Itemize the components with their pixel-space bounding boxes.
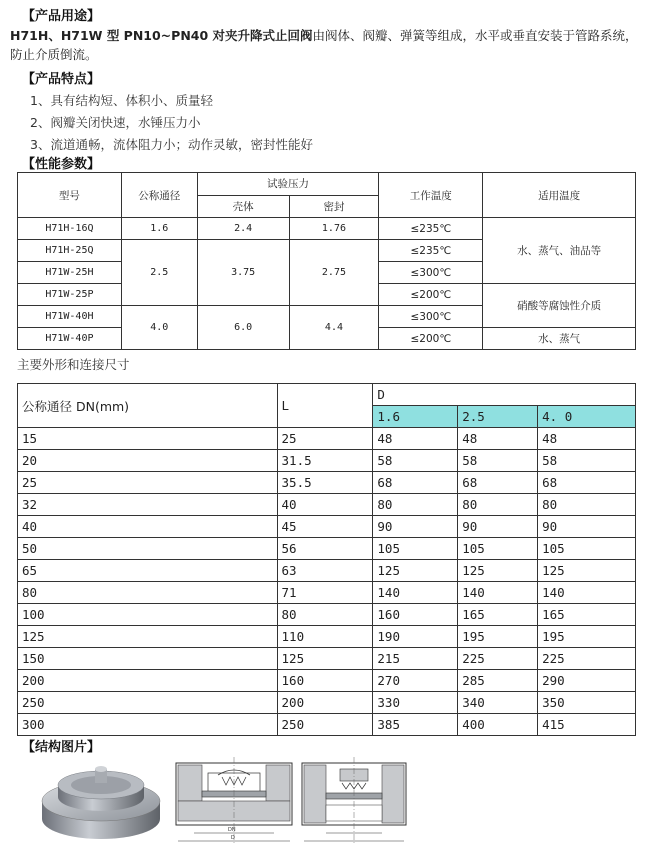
d-40-cell: 90 xyxy=(538,516,636,538)
d-16-cell: 68 xyxy=(373,472,458,494)
dimension-row xyxy=(18,714,636,736)
temp-cell: ≤200℃ xyxy=(379,284,483,306)
d-25-cell: 285 xyxy=(458,670,538,692)
l-cell: 80 xyxy=(277,604,373,626)
l-cell: 45 xyxy=(277,516,373,538)
d-40-cell: 165 xyxy=(538,604,636,626)
header-d: D xyxy=(373,384,636,406)
dimension-row xyxy=(18,428,636,450)
dimension-row xyxy=(18,648,636,670)
dimension-row xyxy=(18,538,636,560)
d-25-cell: 225 xyxy=(458,648,538,670)
d-25-cell: 90 xyxy=(458,516,538,538)
d-25-cell: 68 xyxy=(458,472,538,494)
section-drawing-h71h xyxy=(174,755,294,847)
dn-cell: 80 xyxy=(18,582,278,604)
d-40-cell: 290 xyxy=(538,670,636,692)
dimension-row xyxy=(18,494,636,516)
dn-cell: 125 xyxy=(18,626,278,648)
dimension-row xyxy=(18,626,636,648)
d-40-cell: 80 xyxy=(538,494,636,516)
header-model: 型号 xyxy=(18,173,122,218)
d-16-cell: 90 xyxy=(373,516,458,538)
usage-paragraph xyxy=(10,26,642,64)
l-cell: 160 xyxy=(277,670,373,692)
shell-cell: 6.0 xyxy=(197,306,289,350)
section-drawing-h71w xyxy=(300,757,408,847)
d-40-cell: 58 xyxy=(538,450,636,472)
header-media: 适用温度 xyxy=(483,173,636,218)
performance-table xyxy=(17,172,636,350)
seal-cell: 4.4 xyxy=(289,306,379,350)
d-25-cell: 105 xyxy=(458,538,538,560)
d-16-cell: 190 xyxy=(373,626,458,648)
temp-cell: ≤200℃ xyxy=(379,328,483,350)
media-cell: 硝酸等腐蚀性介质 xyxy=(483,284,636,328)
dn-cell: 32 xyxy=(18,494,278,516)
d-16-cell: 48 xyxy=(373,428,458,450)
dn-cell: 25 xyxy=(18,472,278,494)
l-cell: 110 xyxy=(277,626,373,648)
d-25-cell: 140 xyxy=(458,582,538,604)
pn-cell: 1.6 xyxy=(121,218,197,240)
l-cell: 63 xyxy=(277,560,373,582)
d-16-cell: 385 xyxy=(373,714,458,736)
model-cell: H71W-40P xyxy=(18,328,122,350)
d-16-cell: 105 xyxy=(373,538,458,560)
l-cell: 35.5 xyxy=(277,472,373,494)
l-cell: 71 xyxy=(277,582,373,604)
d-40-cell: 225 xyxy=(538,648,636,670)
temp-cell: ≤235℃ xyxy=(379,218,483,240)
d-40-cell: 48 xyxy=(538,428,636,450)
l-cell: 250 xyxy=(277,714,373,736)
d-25-cell: 48 xyxy=(458,428,538,450)
seal-cell: 1.76 xyxy=(289,218,379,240)
dn-cell: 65 xyxy=(18,560,278,582)
valve-photo xyxy=(38,757,164,843)
feature-item: 3、流道通畅，流体阻力小；动作灵敏，密封性能好 xyxy=(30,137,313,152)
pn-cell: 4.0 xyxy=(121,306,197,350)
d-25-cell: 58 xyxy=(458,450,538,472)
temp-cell: ≤235℃ xyxy=(379,240,483,262)
feature-item: 1、具有结构短、体积小、质量轻 xyxy=(30,93,213,108)
dn-cell: 20 xyxy=(18,450,278,472)
header-shell: 壳体 xyxy=(197,195,289,218)
section-title-features: 【产品特点】 xyxy=(22,72,101,87)
header-test-pressure: 试验压力 xyxy=(197,173,379,196)
l-cell: 125 xyxy=(277,648,373,670)
header-l: L xyxy=(277,384,373,428)
dimension-row xyxy=(18,516,636,538)
d-16-cell: 80 xyxy=(373,494,458,516)
d-40-cell: 140 xyxy=(538,582,636,604)
d-16-cell: 140 xyxy=(373,582,458,604)
model-cell: H71H-25Q xyxy=(18,240,122,262)
header-pn-col: 4. 0 xyxy=(538,406,636,428)
d-40-cell: 195 xyxy=(538,626,636,648)
dimension-row xyxy=(18,450,636,472)
temp-cell: ≤300℃ xyxy=(379,306,483,328)
header-pn-col: 2.5 xyxy=(458,406,538,428)
header-working-temp: 工作温度 xyxy=(379,173,483,218)
dn-cell: 50 xyxy=(18,538,278,560)
dimension-row xyxy=(18,582,636,604)
l-cell: 56 xyxy=(277,538,373,560)
d-16-cell: 125 xyxy=(373,560,458,582)
model-cell: H71W-25H xyxy=(18,262,122,284)
l-cell: 25 xyxy=(277,428,373,450)
d-25-cell: 80 xyxy=(458,494,538,516)
header-seal: 密封 xyxy=(289,195,379,218)
dimension-title: 主要外形和连接尺寸 xyxy=(17,357,130,372)
d-40-cell: 105 xyxy=(538,538,636,560)
usage-model: H71H、H71W 型 PN10~PN40 对夹升降式止回阀 xyxy=(10,28,313,43)
l-cell: 40 xyxy=(277,494,373,516)
seal-cell: 2.75 xyxy=(289,240,379,306)
d-16-cell: 58 xyxy=(373,450,458,472)
d-16-cell: 160 xyxy=(373,604,458,626)
l-cell: 200 xyxy=(277,692,373,714)
header-dn: 公称通径 DN(mm) xyxy=(18,384,278,428)
section-title-usage: 【产品用途】 xyxy=(22,9,101,24)
dn-cell: 150 xyxy=(18,648,278,670)
d-40-cell: 415 xyxy=(538,714,636,736)
dn-cell: 250 xyxy=(18,692,278,714)
media-cell: 水、蒸气 xyxy=(483,328,636,350)
d-25-cell: 165 xyxy=(458,604,538,626)
pn-cell: 2.5 xyxy=(121,240,197,306)
dn-cell: 40 xyxy=(18,516,278,538)
d-40-cell: 350 xyxy=(538,692,636,714)
dimension-row xyxy=(18,670,636,692)
d-25-cell: 125 xyxy=(458,560,538,582)
media-cell: 水、蒸气、油品等 xyxy=(483,218,636,284)
d-16-cell: 270 xyxy=(373,670,458,692)
label-d: D xyxy=(231,835,235,841)
dimension-table xyxy=(17,383,636,736)
l-cell: 31.5 xyxy=(277,450,373,472)
header-pn-col: 1.6 xyxy=(373,406,458,428)
temp-cell: ≤300℃ xyxy=(379,262,483,284)
usage-text: 由阀体、阀瓣、弹簧等组成，水平或垂直安装于管路系统，防止介质倒流。 xyxy=(10,28,638,62)
dimension-row xyxy=(18,604,636,626)
model-cell: H71W-25P xyxy=(18,284,122,306)
d-16-cell: 330 xyxy=(373,692,458,714)
dimension-row xyxy=(18,692,636,714)
model-cell: H71H-16Q xyxy=(18,218,122,240)
dn-cell: 15 xyxy=(18,428,278,450)
d-25-cell: 340 xyxy=(458,692,538,714)
dn-cell: 300 xyxy=(18,714,278,736)
d-40-cell: 125 xyxy=(538,560,636,582)
section-title-structure: 【结构图片】 xyxy=(22,740,101,755)
feature-item: 2、阀瓣关闭快速，水锤压力小 xyxy=(30,115,201,130)
d-25-cell: 400 xyxy=(458,714,538,736)
d-40-cell: 68 xyxy=(538,472,636,494)
section-title-performance: 【性能参数】 xyxy=(22,157,101,172)
dn-cell: 100 xyxy=(18,604,278,626)
d-25-cell: 195 xyxy=(458,626,538,648)
shell-cell: 2.4 xyxy=(197,218,289,240)
dimension-row xyxy=(18,560,636,582)
header-nominal-diameter: 公称通径 xyxy=(121,173,197,218)
shell-cell: 3.75 xyxy=(197,240,289,306)
d-16-cell: 215 xyxy=(373,648,458,670)
model-cell: H71W-40H xyxy=(18,306,122,328)
label-dn: DN xyxy=(228,827,236,833)
dimension-row xyxy=(18,472,636,494)
dn-cell: 200 xyxy=(18,670,278,692)
